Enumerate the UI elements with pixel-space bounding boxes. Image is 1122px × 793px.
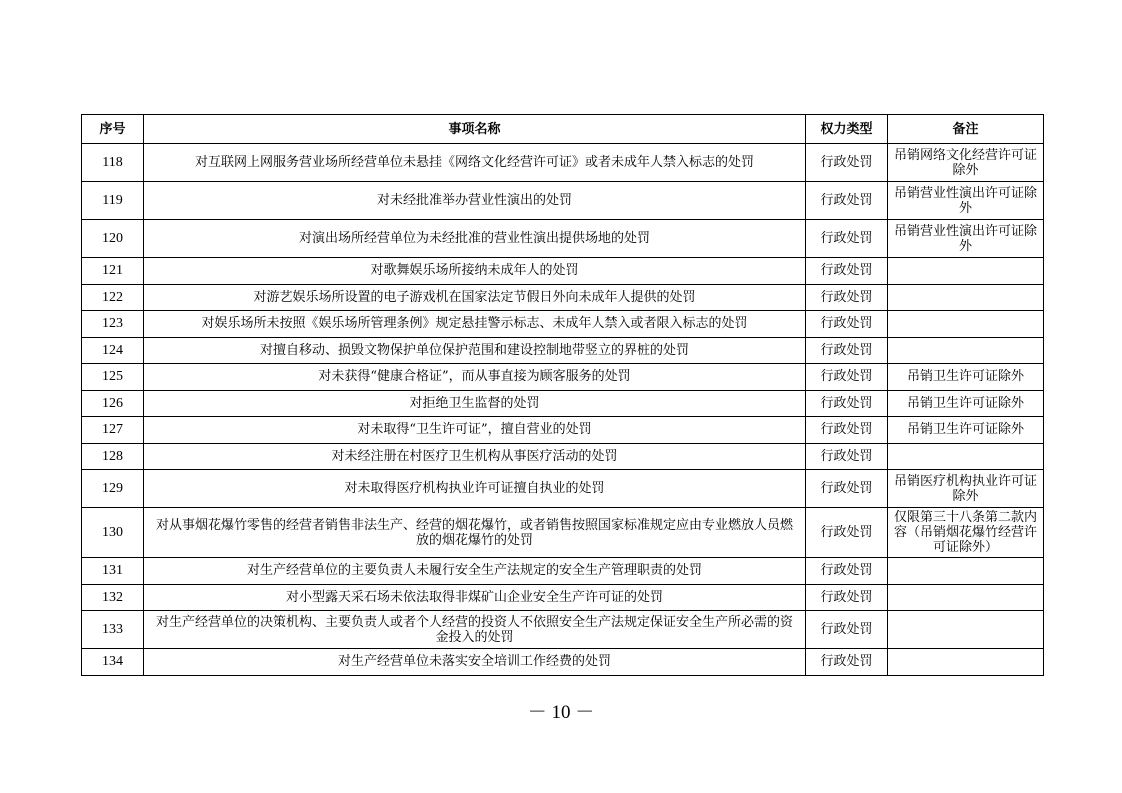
table-header-row xyxy=(82,115,1044,144)
cell-name: 对娱乐场所未按照《娱乐场所管理条例》规定悬挂警示标志、未成年人禁入或者限入标志的处罚 xyxy=(144,311,806,338)
cell-name: 对生产经营单位的决策机构、主要负责人或者个人经营的投资人不依照安全生产法规定保证安全生产所必需的资金投入的处罚 xyxy=(144,611,806,649)
cell-name: 对生产经营单位的主要负责人未履行安全生产法规定的安全生产管理职责的处罚 xyxy=(144,558,806,585)
table-row xyxy=(82,508,1044,558)
cell-type: 行政处罚 xyxy=(806,649,888,676)
table-row xyxy=(82,611,1044,649)
table-row xyxy=(82,470,1044,508)
cell-note xyxy=(888,284,1044,311)
cell-type: 行政处罚 xyxy=(806,417,888,444)
cell-note xyxy=(888,311,1044,338)
cell-type: 行政处罚 xyxy=(806,311,888,338)
table-row xyxy=(82,220,1044,258)
cell-type: 行政处罚 xyxy=(806,144,888,182)
cell-note: 吊销卫生许可证除外 xyxy=(888,417,1044,444)
cell-name: 对擅自移动、损毁文物保护单位保护范围和建设控制地带竖立的界桩的处罚 xyxy=(144,337,806,364)
table-row xyxy=(82,364,1044,391)
cell-type: 行政处罚 xyxy=(806,443,888,470)
cell-note: 吊销营业性演出许可证除外 xyxy=(888,220,1044,258)
page-number: － 10 － xyxy=(527,702,595,723)
table-row xyxy=(82,337,1044,364)
cell-no: 127 xyxy=(82,417,144,444)
cell-note: 吊销卫生许可证除外 xyxy=(888,390,1044,417)
table-row xyxy=(82,144,1044,182)
cell-no: 124 xyxy=(82,337,144,364)
cell-type: 行政处罚 xyxy=(806,584,888,611)
cell-name: 对演出场所经营单位为未经批准的营业性演出提供场地的处罚 xyxy=(144,220,806,258)
cell-note xyxy=(888,337,1044,364)
cell-name: 对未经注册在村医疗卫生机构从事医疗活动的处罚 xyxy=(144,443,806,470)
table-row xyxy=(82,258,1044,285)
cell-type: 行政处罚 xyxy=(806,390,888,417)
table-row xyxy=(82,584,1044,611)
cell-no: 119 xyxy=(82,182,144,220)
table-row xyxy=(82,284,1044,311)
cell-name: 对未取得医疗机构执业许可证擅自执业的处罚 xyxy=(144,470,806,508)
cell-name: 对未取得“卫生许可证”，擅自营业的处罚 xyxy=(144,417,806,444)
cell-note: 吊销卫生许可证除外 xyxy=(888,364,1044,391)
table-row xyxy=(82,417,1044,444)
cell-no: 122 xyxy=(82,284,144,311)
cell-type: 行政处罚 xyxy=(806,611,888,649)
cell-no: 128 xyxy=(82,443,144,470)
cell-note xyxy=(888,558,1044,585)
cell-no: 121 xyxy=(82,258,144,285)
cell-note xyxy=(888,258,1044,285)
table-row xyxy=(82,182,1044,220)
cell-no: 130 xyxy=(82,508,144,558)
cell-note: 吊销医疗机构执业许可证除外 xyxy=(888,470,1044,508)
cell-type: 行政处罚 xyxy=(806,337,888,364)
cell-no: 129 xyxy=(82,470,144,508)
cell-note xyxy=(888,649,1044,676)
cell-no: 133 xyxy=(82,611,144,649)
cell-type: 行政处罚 xyxy=(806,558,888,585)
cell-no: 131 xyxy=(82,558,144,585)
cell-no: 118 xyxy=(82,144,144,182)
cell-name: 对小型露天采石场未依法取得非煤矿山企业安全生产许可证的处罚 xyxy=(144,584,806,611)
document-table-container xyxy=(81,114,1043,676)
cell-note xyxy=(888,584,1044,611)
cell-note xyxy=(888,611,1044,649)
header-note: 备注 xyxy=(888,115,1044,144)
table-row xyxy=(82,390,1044,417)
cell-name: 对生产经营单位未落实安全培训工作经费的处罚 xyxy=(144,649,806,676)
cell-name: 对未获得“健康合格证”，而从事直接为顾客服务的处罚 xyxy=(144,364,806,391)
table-row xyxy=(82,649,1044,676)
cell-name: 对互联网上网服务营业场所经营单位未悬挂《网络文化经营许可证》或者未成年人禁入标志的处罚 xyxy=(144,144,806,182)
header-type: 权力类型 xyxy=(806,115,888,144)
cell-type: 行政处罚 xyxy=(806,508,888,558)
header-no: 序号 xyxy=(82,115,144,144)
cell-no: 134 xyxy=(82,649,144,676)
cell-type: 行政处罚 xyxy=(806,258,888,285)
cell-name: 对从事烟花爆竹零售的经营者销售非法生产、经营的烟花爆竹，或者销售按照国家标准规定应由专业燃放人员燃放的烟花爆竹的处罚 xyxy=(144,508,806,558)
table-row xyxy=(82,558,1044,585)
cell-no: 123 xyxy=(82,311,144,338)
power-items-table xyxy=(81,114,1044,676)
cell-name: 对拒绝卫生监督的处罚 xyxy=(144,390,806,417)
cell-no: 125 xyxy=(82,364,144,391)
cell-note: 吊销营业性演出许可证除外 xyxy=(888,182,1044,220)
header-name: 事项名称 xyxy=(144,115,806,144)
cell-note: 吊销网络文化经营许可证除外 xyxy=(888,144,1044,182)
cell-note: 仅限第三十八条第二款内容（吊销烟花爆竹经营许可证除外） xyxy=(888,508,1044,558)
cell-no: 126 xyxy=(82,390,144,417)
table-row xyxy=(82,443,1044,470)
cell-name: 对游艺娱乐场所设置的电子游戏机在国家法定节假日外向未成年人提供的处罚 xyxy=(144,284,806,311)
cell-type: 行政处罚 xyxy=(806,220,888,258)
cell-name: 对未经批准举办营业性演出的处罚 xyxy=(144,182,806,220)
cell-note xyxy=(888,443,1044,470)
cell-type: 行政处罚 xyxy=(806,182,888,220)
cell-no: 120 xyxy=(82,220,144,258)
cell-no: 132 xyxy=(82,584,144,611)
cell-type: 行政处罚 xyxy=(806,284,888,311)
cell-name: 对歌舞娱乐场所接纳未成年人的处罚 xyxy=(144,258,806,285)
cell-type: 行政处罚 xyxy=(806,470,888,508)
cell-type: 行政处罚 xyxy=(806,364,888,391)
table-row xyxy=(82,311,1044,338)
